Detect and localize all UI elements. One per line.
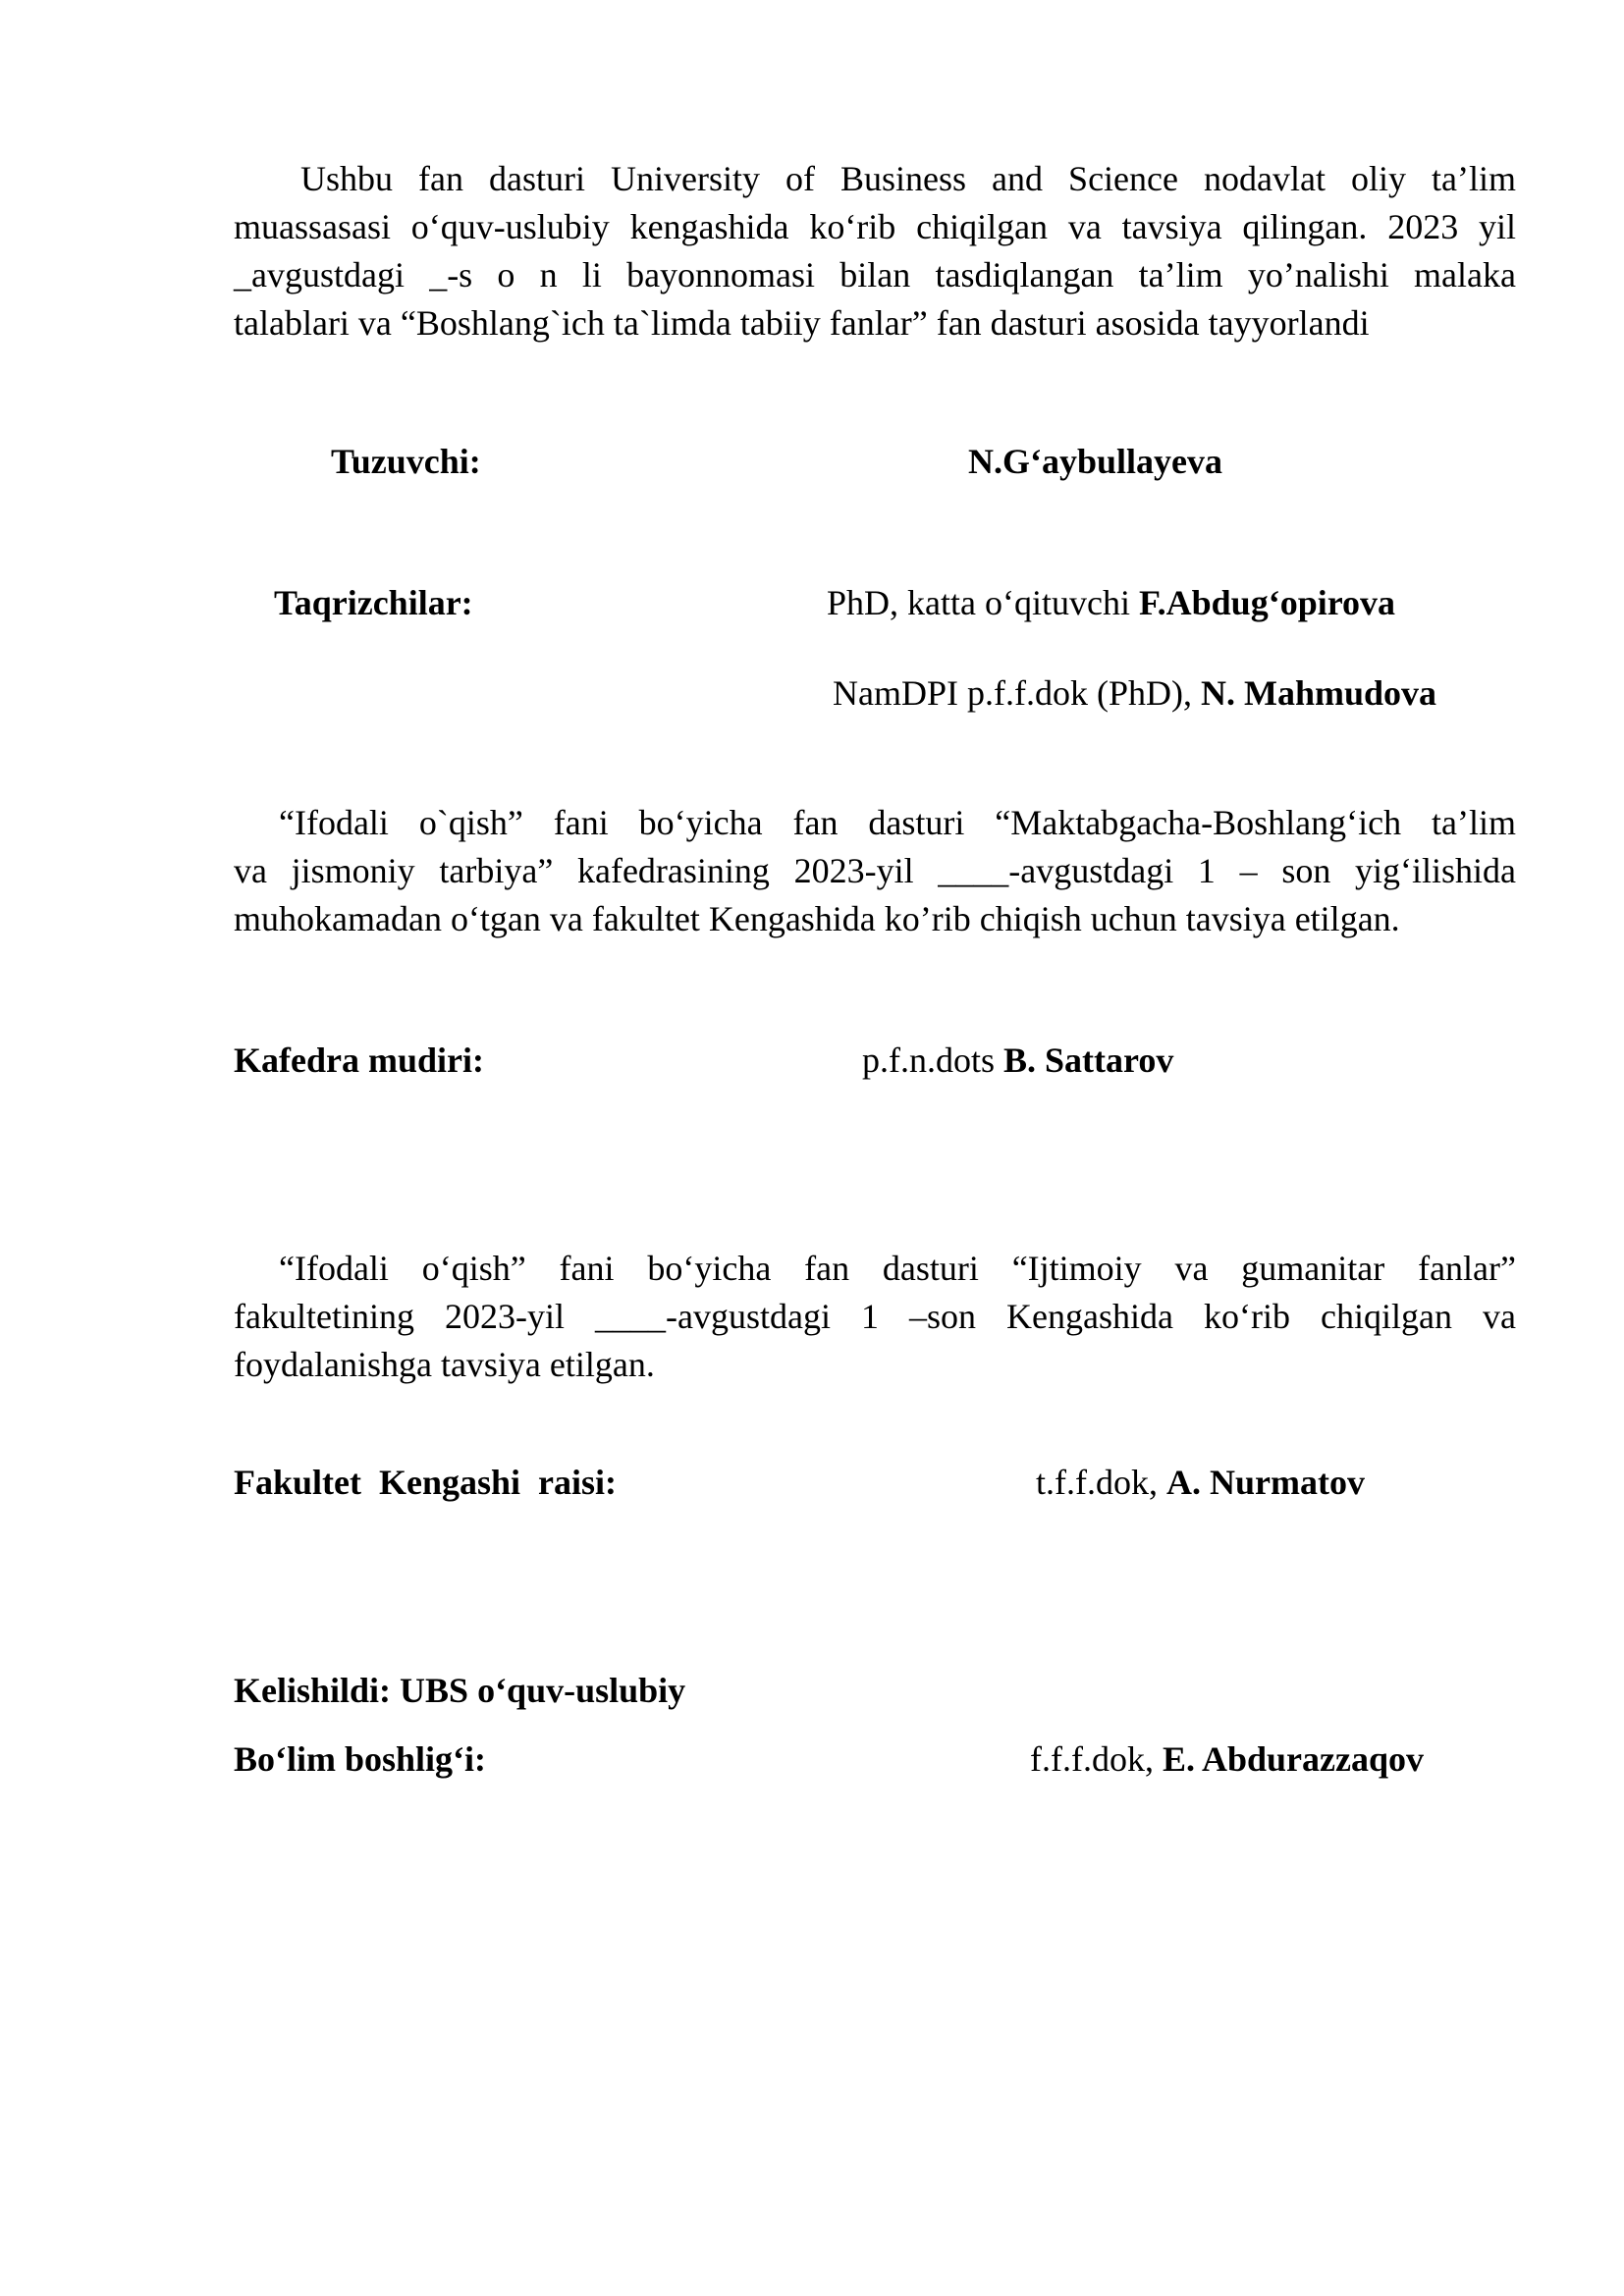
department-paragraph	[234, 799, 1516, 943]
reviewers-label: Taqrizchilar:	[274, 583, 473, 622]
reviewer-1-name: F.Abdug‘opirova	[1138, 583, 1396, 622]
faculty-head	[1036, 1461, 1365, 1504]
faculty-head-name: A. Nurmatov	[1165, 1463, 1365, 1502]
faculty-line: fakultetining 2023-yil ____-avgustdagi 1 –son Kengashida ko‘rib chiqilgan va	[234, 1297, 1516, 1336]
reviewer-1-title: PhD, katta o‘qituvchi	[827, 583, 1139, 622]
department-chief-label: Bo‘lim boshlig‘i:	[234, 1739, 487, 1779]
intro-line: _avgustdagi _-s o n li bayonnomasi bilan tasdiqlangan ta’lim yo’nalishi malaka	[234, 255, 1516, 294]
intro-line: muassasasi o‘quv-uslubiy kengashida ko‘rib chiqilgan va tavsiya qilingan. 2023 yil	[234, 207, 1516, 246]
faculty-head-label: Fakultet Kengashi raisi:	[234, 1463, 618, 1502]
compiler-label: Tuzuvchi:	[331, 442, 481, 481]
department-line: “Ifodali o`qish” fani bo‘yicha fan dasturi “Maktabgacha-Boshlang‘ich ta’lim	[279, 803, 1516, 842]
department-chief	[1030, 1737, 1424, 1781]
department-head-name: B. Sattarov	[1003, 1041, 1174, 1080]
department-line: muhokamadan o‘tgan va fakultet Kengashida ko’rib chiqish uchun tavsiya etilgan.	[234, 899, 1400, 938]
faculty-line: “Ifodali o‘qish” fani bo‘yicha fan dasturi “Ijtimoiy va gumanitar fanlar”	[279, 1249, 1516, 1288]
faculty-line: foydalanishga tavsiya etilgan.	[234, 1345, 655, 1384]
department-line: va jismoniy tarbiya” kafedrasining 2023-yil ____-avgustdagi 1 – son yig‘ilishida	[234, 851, 1516, 890]
reviewer-2-name: N. Mahmudova	[1200, 673, 1436, 713]
intro-paragraph	[234, 155, 1516, 347]
faculty-head-title: t.f.f.dok,	[1036, 1463, 1166, 1502]
intro-line: Ushbu fan dasturi University of Business and Science nodavlat oliy ta’lim	[300, 159, 1516, 198]
reviewer-1	[827, 581, 1395, 624]
department-chief-title: f.f.f.dok,	[1030, 1739, 1163, 1779]
agreed-label: Kelishildi: UBS o‘quv-uslubiy	[234, 1671, 686, 1710]
department-chief-name: E. Abdurazzaqov	[1162, 1739, 1425, 1779]
intro-line: talablari va “Boshlang`ich ta`limda tabiiy fanlar” fan dasturi asosida tayyorlandi	[234, 303, 1370, 343]
department-head-label: Kafedra mudiri:	[234, 1041, 484, 1080]
reviewer-2	[833, 671, 1436, 715]
compiler-name: N.G‘aybullayeva	[968, 442, 1223, 481]
department-head	[862, 1039, 1173, 1082]
reviewer-2-title: NamDPI p.f.f.dok (PhD),	[833, 673, 1201, 713]
faculty-paragraph	[234, 1245, 1516, 1389]
department-head-title: p.f.n.dots	[862, 1041, 1003, 1080]
